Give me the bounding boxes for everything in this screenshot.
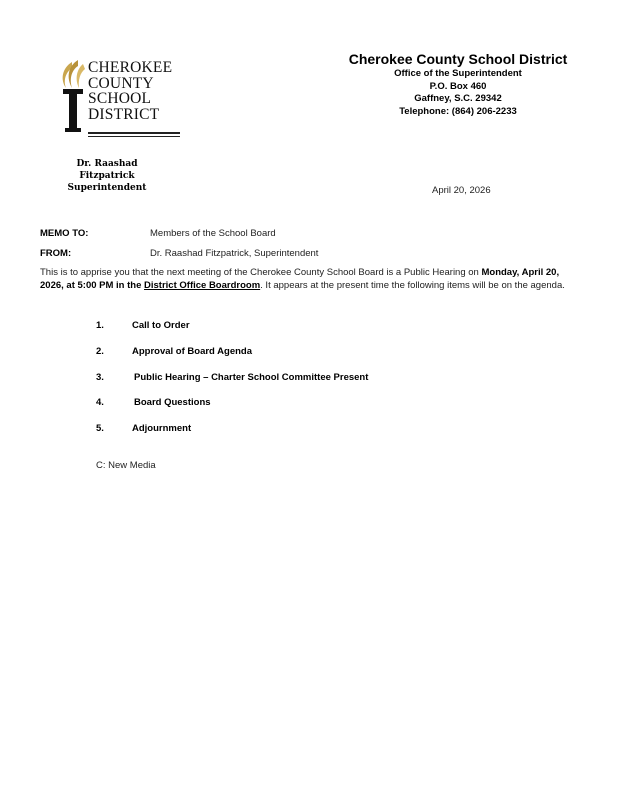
memo-from-value: Dr. Raashad Fitzpatrick, Superintendent: [150, 248, 319, 259]
body-outro: . It appears at the present time the following items will be on the agenda.: [260, 280, 565, 291]
body-intro: This is to apprise you that the next meeting of the Cherokee County School Board is a Public Hearing on: [40, 267, 482, 278]
memo-to-label: MEMO TO:: [40, 228, 89, 239]
office-line: Office of the Superintendent: [394, 68, 522, 79]
memo-to-value: Members of the School Board: [150, 228, 276, 239]
logo-line: CHEROKEE: [88, 59, 173, 76]
memo-date: April 20, 2026: [432, 185, 491, 196]
agenda-number: 2.: [96, 346, 104, 357]
logo-rule: [88, 136, 180, 137]
agenda-number: 5.: [96, 423, 104, 434]
logo-line: COUNTY: [88, 74, 154, 92]
logo-wordmark: [88, 60, 172, 122]
agenda-number: 3.: [96, 372, 104, 383]
memo-body: [40, 266, 574, 292]
agenda-text: Adjournment: [132, 423, 192, 434]
body-location: District Office Boardroom: [144, 280, 261, 291]
superintendent-block: [58, 158, 156, 194]
logo-line: DISTRICT: [88, 105, 160, 123]
city-line: Gaffney, S.C. 29342: [414, 93, 502, 104]
agenda-number: 4.: [96, 397, 104, 408]
superintendent-title: Superintendent: [67, 183, 147, 193]
po-box-line: P.O. Box 460: [429, 80, 487, 92]
phone-line: Telephone: (864) 206-2233: [399, 105, 517, 117]
logo-rule: [88, 132, 180, 134]
cc-line: C: New Media: [96, 460, 156, 471]
flame-torch-icon: [58, 58, 88, 142]
agenda-text: Public Hearing – Charter School Committee Present: [134, 372, 369, 383]
agenda-text: Call to Order: [132, 320, 190, 331]
superintendent-name: Dr. Raashad Fitzpatrick: [76, 159, 138, 181]
agenda-number: 1.: [96, 320, 104, 331]
body-meeting-time: Monday, April 20, 2026, at 5:00 PM in the: [40, 267, 560, 291]
memo-from-label: FROM:: [40, 248, 72, 259]
agenda-text: Board Questions: [134, 397, 211, 408]
district-logo: [58, 58, 180, 144]
district-title: Cherokee County School District: [348, 51, 568, 67]
letterhead: [340, 50, 576, 118]
agenda-text: Approval of Board Agenda: [132, 346, 252, 357]
logo-line: SCHOOL: [88, 90, 152, 107]
